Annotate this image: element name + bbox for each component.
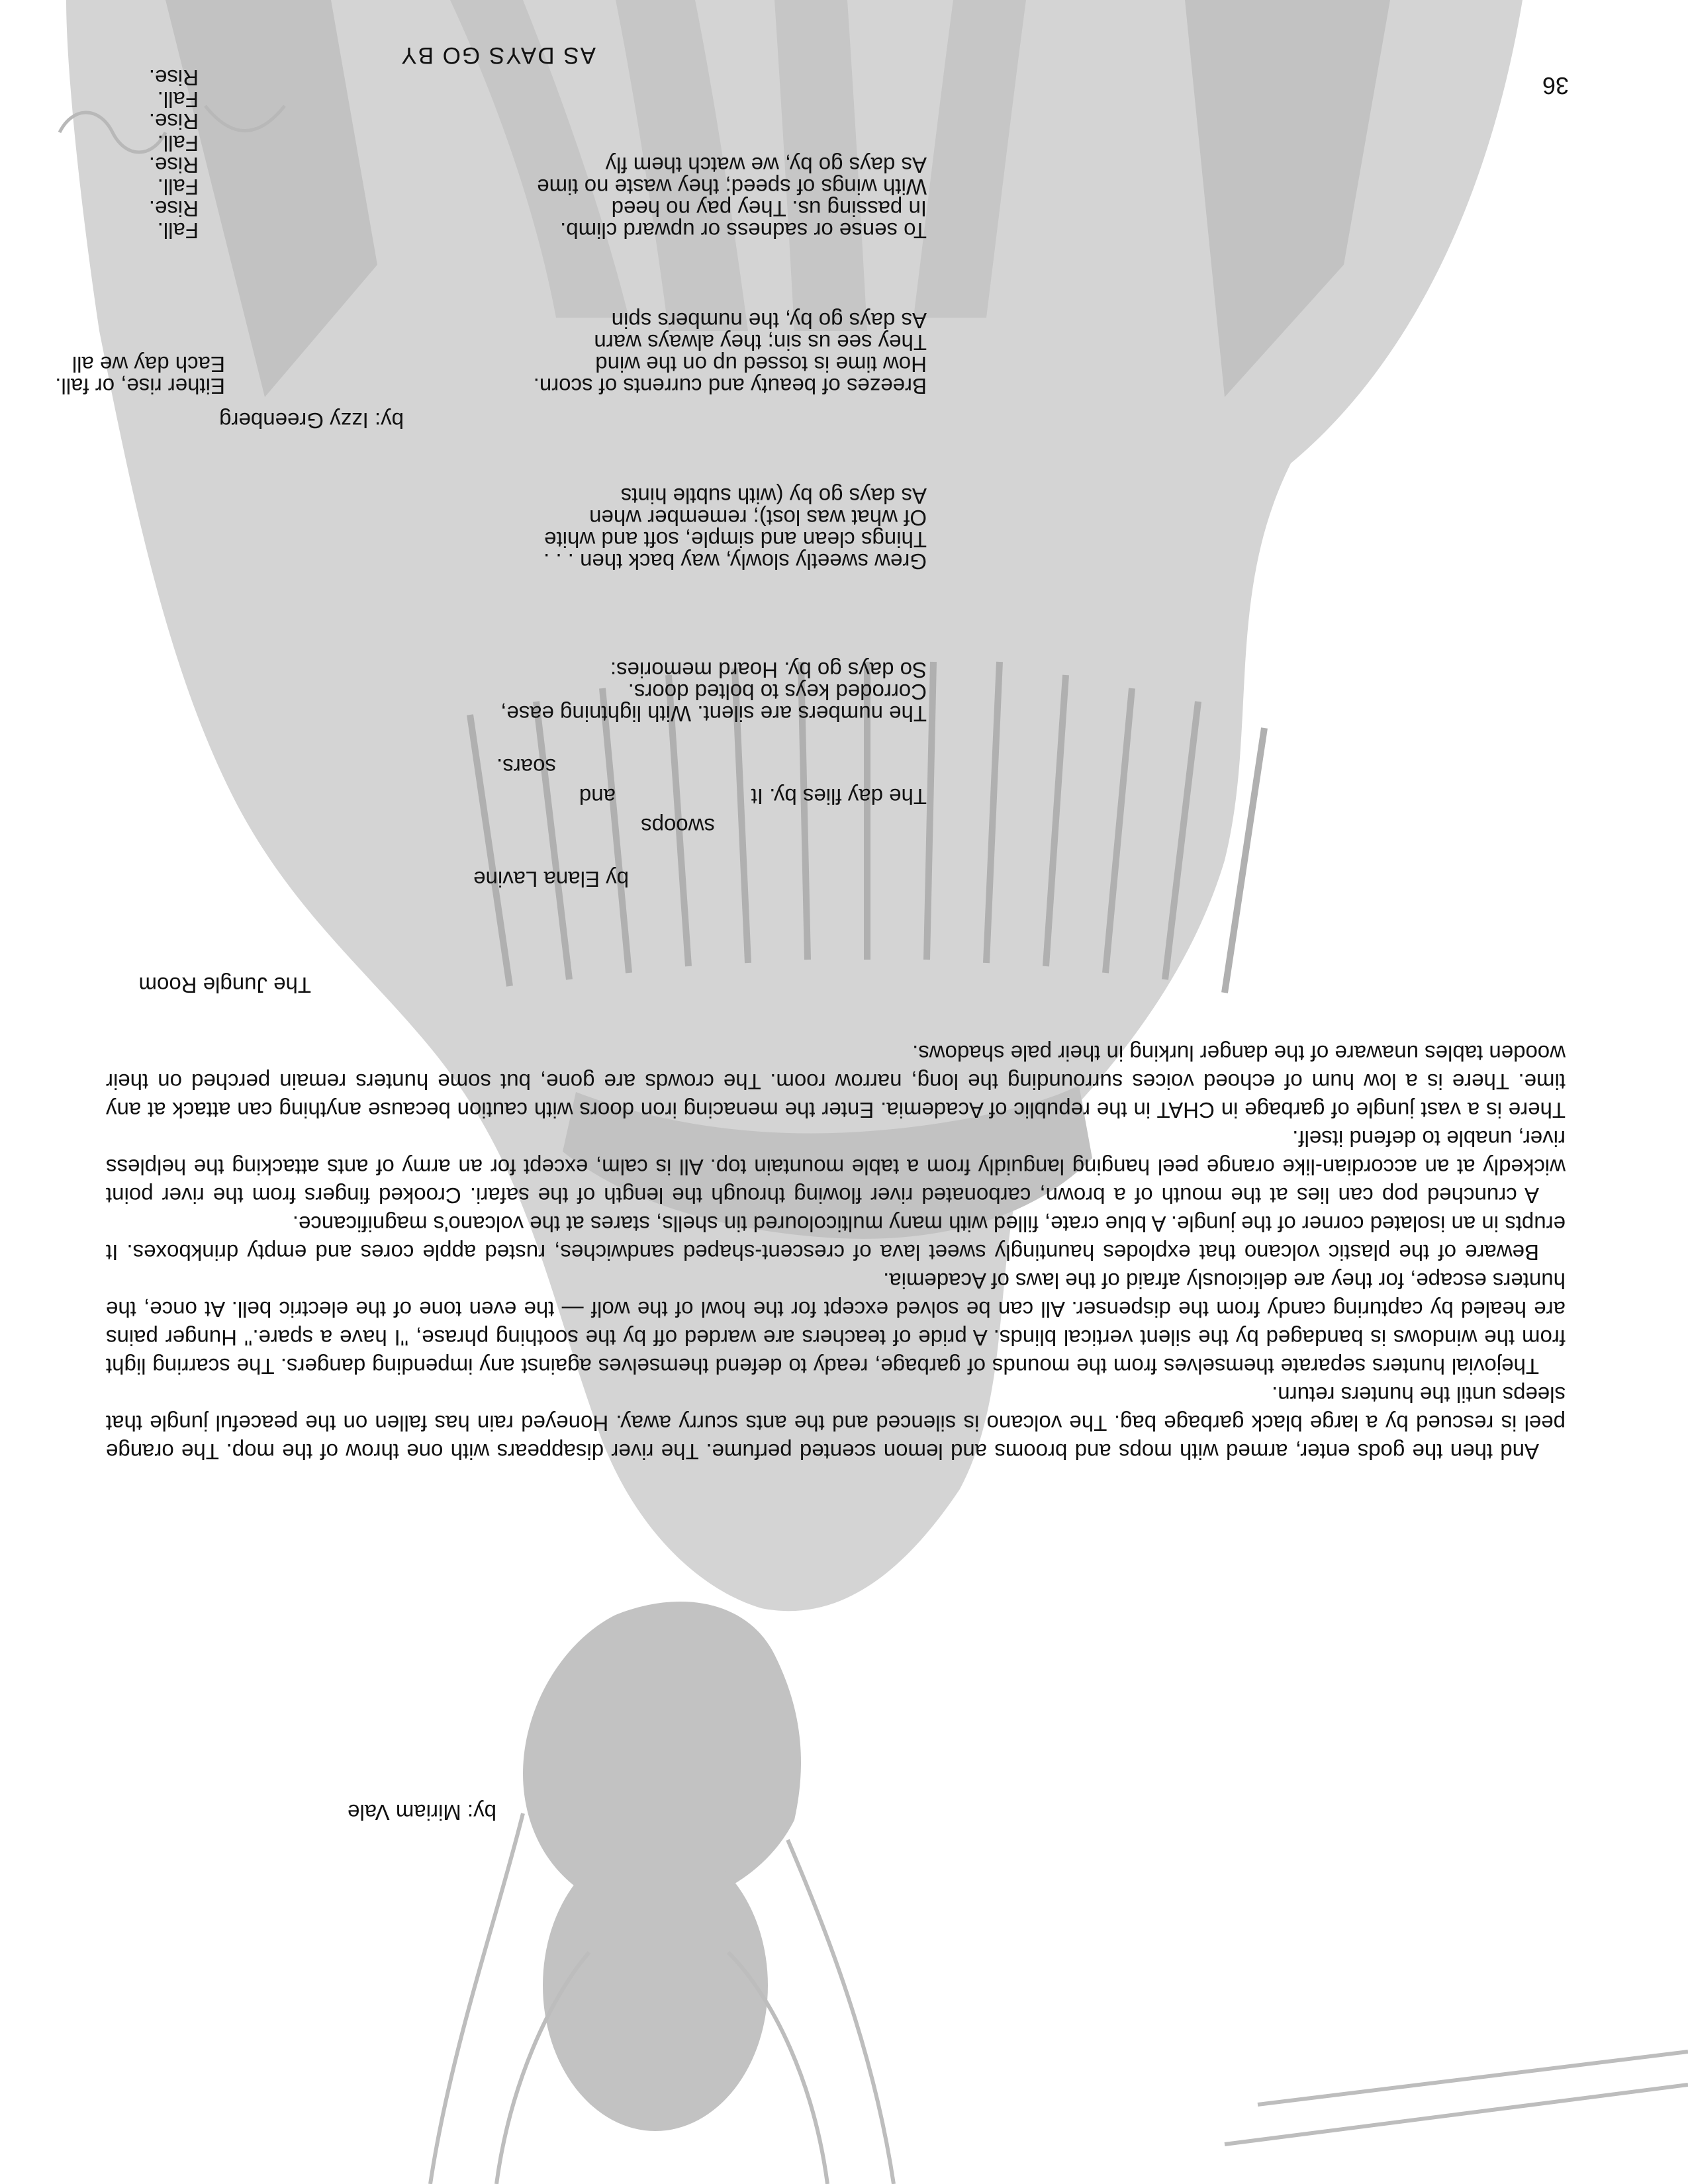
refrain-tail-line: Each day we all xyxy=(71,352,225,377)
refrain-line: Fall. xyxy=(157,131,199,156)
essay-paragraph: A crunched pop can lies at the mouth of a brown, carbonated river flowing through the length of the safari. Crooked fingers from the river point wickedly at an accordian-like orange peel hanging languidly from a table mountain top. All is calm, except for an army of ants attacking the helpless river, unable to defend itself. xyxy=(106,1126,1566,1208)
poem-stanza-5-swoops: swoops xyxy=(641,814,715,839)
stanza-line: How time is tossed up on the wind xyxy=(595,352,927,377)
refrain-line: Fall. xyxy=(157,87,199,112)
refrain-tail-line: Either rise, or fall. xyxy=(55,374,225,398)
essay-paragraph: Beware of the plastic volcano that explodes hauntingly sweet lava of crescent-shaped sandwiches, rusted apple cores and empty drinkboxes. It erupts in an isolated corner of the jungle. A blue crate, filled with many multicoloured tin shells, stares at the volcano's magnificance. xyxy=(106,1212,1566,1265)
poem-stanza-3 xyxy=(543,485,927,572)
essay-paragraph: And then the gods enter, armed with mops and brooms and lemon scented perfume. The river disappears with one throw of the mop. The orange peel is rescued by a large black garbage bag. The volcano is silenced and the ants scurry away. Honeyed rain has fallen on the peaceful jungle that sleeps until the hunters return. xyxy=(106,1383,1566,1464)
essay-paragraph: Thejovial hunters separate themselves from the mounds of garbage, ready to defend themselves against any impending dangers. The scarring light from the windows is bandaged by the silent vertical blinds. A pride of teachers are warded off by the soothing phrase, ''I have a spare.'' Hunger pains are healed by capturing candy from the dispenser. All can be solved except for the howl of the wolf — the even tone of the electric bell. At once, the hunters escape, for they are deliciously afraid of the laws of Academia. xyxy=(106,1269,1566,1379)
stanza-line: The numbers are silent. With lightning ease, xyxy=(500,702,927,726)
refrain-line: Rise. xyxy=(148,197,199,221)
stanza-line: Things clean and simple, soft and white xyxy=(544,527,927,552)
refrain-line: Rise. xyxy=(148,153,199,177)
essay-title: The Jungle Room xyxy=(138,973,311,997)
poem-title: AS DAYS GO BY xyxy=(400,42,596,68)
poem-stanza-5-soars: soars. xyxy=(496,754,556,779)
poem-byline-left: by: Izzy Greenberg xyxy=(219,408,404,433)
refrain-line: Fall. xyxy=(157,218,199,243)
stanza-line: So days go by. Hoard memories: xyxy=(610,658,927,682)
essay-paragraph: There is a vast jungle of garbage in CHAT in the republic of Academia. Enter the menacing iron doors with caution because anything can attack at any time. There is a low hum of echoed voices surrounding the long, narrow room. The crowds are gone, but some hunters remain perched on their wooden tables unaware of the danger lurking in their pale shadows. xyxy=(106,1041,1566,1122)
poem-stanza-2 xyxy=(534,310,927,397)
stanza-line: Grew sweetly slowly, way back then . . . xyxy=(543,549,927,574)
poem-refrain-tail xyxy=(55,353,225,397)
stanza-line: As days go by, we watch them fly xyxy=(605,153,927,177)
stanza-line: Of what was lost); remember when xyxy=(589,506,927,530)
refrain-line: Rise. xyxy=(148,66,199,90)
stanza-line: As days go by, the numbers spin xyxy=(611,308,927,333)
stanza-line: As days go by (with subtle hints xyxy=(620,484,927,508)
page-number: 36 xyxy=(1542,72,1569,99)
poem-stanza-5-day: The day flies by. It xyxy=(751,784,927,809)
stanza-line: Corroded keys to bolted doors. xyxy=(628,680,927,704)
stanza-line: Breezes of beauty and currents of scorn. xyxy=(533,374,927,398)
stanza-line: In passing us. They pay no heed xyxy=(611,197,927,221)
stanza-line: They see us sin; they always warn xyxy=(594,330,927,355)
poem-stanza-5-and: and xyxy=(579,784,616,809)
essay-body xyxy=(106,1039,1566,1774)
essay-byline: by: Miriam Vale xyxy=(348,1800,496,1825)
stanza-line: To sense or sadness or upward climb. xyxy=(560,218,927,243)
poem-stanza-1 xyxy=(537,154,927,242)
refrain-line: Rise. xyxy=(148,109,199,134)
poem-byline-right: by Elana Lavine xyxy=(473,867,629,891)
poem-stanza-4 xyxy=(500,659,927,725)
refrain-line: Fall. xyxy=(157,175,199,199)
poem-refrain xyxy=(149,67,199,242)
stanza-line: With wings of speed; they waste no time xyxy=(537,175,927,199)
